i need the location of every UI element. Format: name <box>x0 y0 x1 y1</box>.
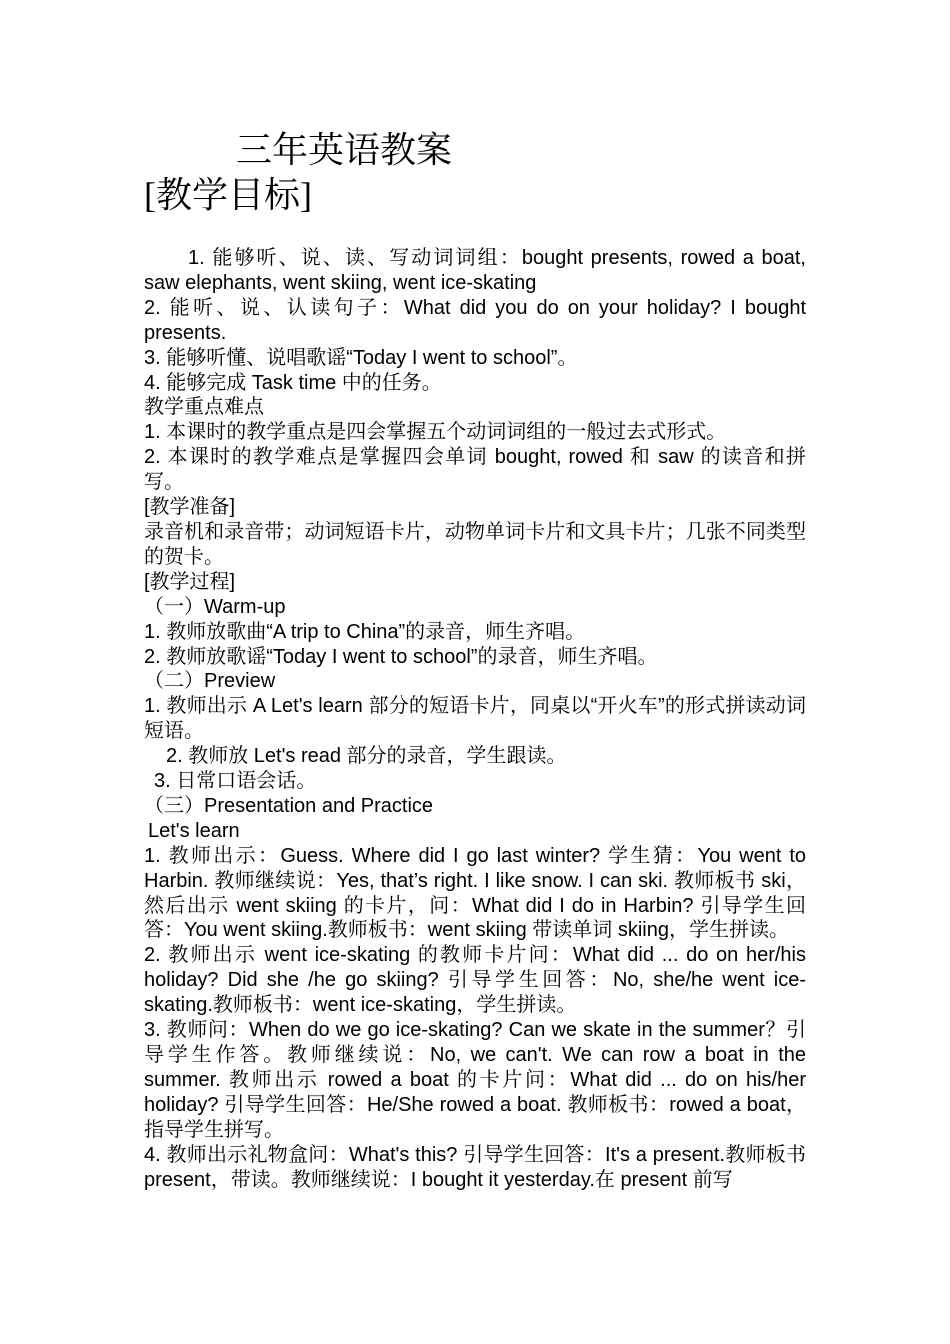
paragraph: 3. 教师问：When do we go ice-skating? Can we skate in the summer？引导学生作答。教师继续说：No, we can't. We can row a boat in the summer. 教师出示 rowed a boat 的卡片问：What did ... do on his/her holiday? 引导学生回答：He/She rowed a boat. 教师板书：rowed a boat，指导学生拼写。 <box>144 1019 806 1141</box>
paragraph: 2. 教师出示 went ice-skating 的教师卡片问：What did ... do on her/his holiday? Did she /he go skiing? 引导学生回答：No, she/he went ice-skating.教师板书：went ice-skating，学生拼读。 <box>144 944 806 1017</box>
section-heading-preparation: [教学准备] <box>144 496 236 519</box>
document-body <box>144 128 806 1192</box>
paragraph: 2. 教师放歌谣“Today I went to school”的录音，师生齐唱。 <box>144 645 658 668</box>
subheading-warm-up: （一）Warm-up <box>144 595 286 618</box>
paragraph: 2. 教师放 Let's read 部分的录音，学生跟读。 <box>166 745 567 768</box>
paragraph: 1. 教师放歌曲“A trip to China”的录音，师生齐唱。 <box>144 620 586 643</box>
paragraph: 2. 能听、说、认读句子：What did you do on your holiday? I bought presents. <box>144 296 806 344</box>
paragraph: 4. 教师出示礼物盒问：What's this? 引导学生回答：It's a present.教师板书 present，带读。教师继续说：I bought it yesterday.在 present 前写 <box>144 1143 806 1191</box>
section-heading-key-points: 教学重点难点 <box>144 396 264 419</box>
document-title: 三年英语教案 <box>236 130 453 170</box>
subheading-lets-learn: Let's learn <box>148 819 240 842</box>
paragraph: 1. 教师出示：Guess. Where did I go last winter? 学生猜：You went to Harbin. 教师继续说：Yes, that’s right. I like snow. I can ski. 教师板书 ski，然后出示 went skiing 的卡片，问：What did I do in Harbin? 引导学生回答：You went skiing.教师板书：went skiing 带读单词 skiing，学生拼读。 <box>144 844 806 942</box>
subheading-preview: （二）Preview <box>144 670 276 693</box>
paragraph: 3. 日常口语会话。 <box>154 770 317 793</box>
paragraph: 1. 本课时的教学重点是四会掌握五个动词词组的一般过去式形式。 <box>144 421 727 444</box>
section-heading-process: [教学过程] <box>144 570 236 593</box>
paragraph: 3. 能够听懂、说唱歌谣“Today I went to school”。 <box>144 346 578 369</box>
paragraph: 2. 本课时的教学难点是掌握四会单词 bought, rowed 和 saw 的读音和拼写。 <box>144 446 806 494</box>
subheading-presentation: （三）Presentation and Practice <box>144 794 434 817</box>
paragraph: 4. 能够完成 Task time 中的任务。 <box>144 371 442 394</box>
section-heading-goals: [教学目标] <box>144 175 312 215</box>
paragraph: 1. 教师出示 A Let's learn 部分的短语卡片，同桌以“开火车”的形式拼读动词短语。 <box>144 695 806 743</box>
paragraph: 1. 能够听、说、读、写动词词组：bought presents, rowed a boat, saw elephants, went skiing, went ice-skating <box>144 247 806 294</box>
paragraph: 录音机和录音带；动词短语卡片，动物单词卡片和文具卡片；几张不同类型的贺卡。 <box>144 520 806 568</box>
